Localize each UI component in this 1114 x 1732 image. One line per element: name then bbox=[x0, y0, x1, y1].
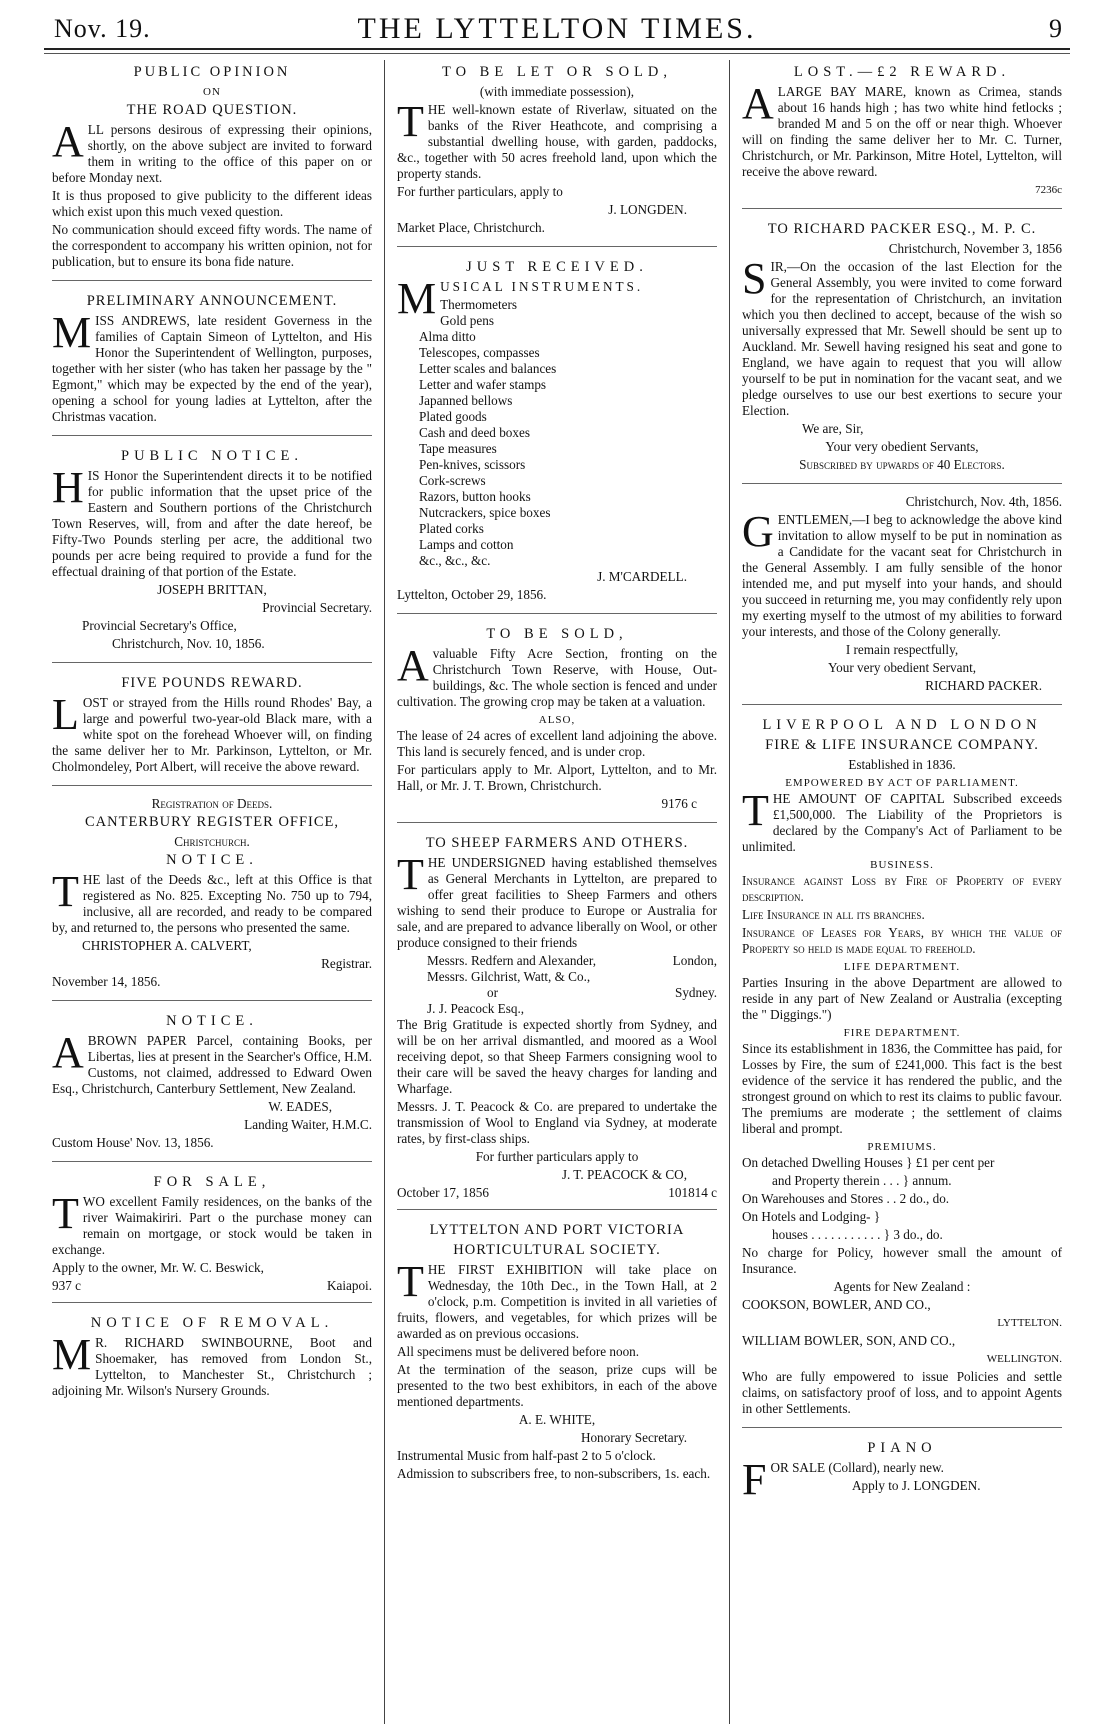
ad-for-sale bbox=[52, 1170, 372, 1303]
ad-public-notice bbox=[52, 444, 372, 663]
ad-text: Instrumental Music from half-past 2 to 5 o'clock. bbox=[397, 1448, 656, 1463]
column-3 bbox=[729, 60, 1074, 1724]
ad-public-opinion bbox=[52, 60, 372, 281]
closing: I remain respectfully, bbox=[845, 642, 959, 657]
ad-text: Apply to the owner, Mr. W. C. Beswick, bbox=[52, 1260, 264, 1275]
ad-text: Parties Insuring in the above Department are allowed to reside in any part of New Zealand or Australia (excepting the " Diggings.") bbox=[742, 975, 1062, 1022]
ad-text: HE last of the Deeds &c., left at this Office is that registered as No. 825. Excepting No. 750 up to 794, inclusive, all are recorded, and ready to be compared by, and returned to, the persons who presented the same. bbox=[52, 872, 372, 935]
ad-footer bbox=[52, 1278, 372, 1294]
signature: RICHARD PACKER. bbox=[925, 678, 1042, 693]
ad-horticultural bbox=[397, 1218, 717, 1492]
ad-text: ENTLEMEN,—I beg to acknowledge the above kind invitation to allow myself to be put in nomination as a Candidate for the vacant seat for Christchurch in the General Assembly. I am fully sensible of the honor intended me, and put myself into your hands, and should you succeed in returning me, you may confidently rely upon my exerting myself to the utmost of my abilities to forward your interests, and those of the Colony generally. bbox=[742, 512, 1062, 639]
drop-cap: T bbox=[52, 867, 79, 916]
list-item: &c., &c., &c. bbox=[419, 553, 491, 568]
column-1 bbox=[40, 60, 384, 1724]
agent-row bbox=[397, 953, 717, 969]
ad-text: HE AMOUNT OF CAPITAL Subscribed exceeds £1,500,000. The Liability of the Proprietors is declared by the Company's Act of Parliament to be unlimited. bbox=[742, 791, 1062, 854]
ad-title: TO BE LET OR SOLD, bbox=[441, 64, 673, 80]
ad-title: PUBLIC NOTICE. bbox=[121, 448, 303, 464]
ad-place: Market Place, Christchurch. bbox=[397, 220, 545, 235]
ad-preliminary bbox=[52, 289, 372, 436]
section-heading: FIRE DEPARTMENT. bbox=[843, 1027, 961, 1039]
ad-text: At the termination of the season, prize cups will be presented to the two best exhibitors, in each of the above mentioned departments. bbox=[397, 1362, 717, 1409]
list-item: Tape measures bbox=[419, 441, 497, 456]
ad-on: ON bbox=[203, 86, 221, 98]
item-list bbox=[397, 297, 717, 569]
location: Provincial Secretary's Office, bbox=[82, 618, 237, 633]
issue-date: Nov. 19. bbox=[54, 14, 151, 43]
ad-title: TO RICHARD PACKER ESQ., M. P. C. bbox=[767, 221, 1037, 237]
ad-body bbox=[742, 79, 1062, 180]
ad-ref: 7236c bbox=[1035, 184, 1062, 196]
drop-cap: T bbox=[742, 786, 769, 835]
ad-text: It is thus proposed to give publicity to the different ideas which exist upon this much vexed question. bbox=[52, 188, 372, 219]
ad-body bbox=[397, 850, 717, 951]
ad-text: OR SALE (Collard), nearly new. bbox=[770, 1460, 944, 1475]
ad-title: NOTICE OF REMOVAL. bbox=[90, 1315, 334, 1331]
signature: CHRISTOPHER A. CALVERT, bbox=[82, 938, 252, 953]
ad-text: The Brig Gratitude is expected shortly from Sydney, and will be on her arrival dismantled, and moored as a Wool receiving depot, so that Sheep Farmers consigning wool to their care will be saved the heavy charges for landing and Wharfage. bbox=[397, 1017, 717, 1096]
agent-row bbox=[397, 969, 717, 985]
ad-body bbox=[742, 254, 1062, 419]
closing: Your very obedient Servant, bbox=[827, 660, 977, 675]
list-item: Nutcrackers, spice boxes bbox=[419, 505, 551, 520]
signature: W. EADES, bbox=[268, 1099, 332, 1114]
ad-body bbox=[397, 641, 717, 710]
ad-text: Insurance of Leases for Years, by which the value of Property so held is made equal to freehold. bbox=[742, 925, 1062, 956]
list-item: Plated corks bbox=[419, 521, 484, 536]
ad-date: Custom House' Nov. 13, 1856. bbox=[52, 1135, 214, 1150]
agent-name: Messrs. Gilchrist, Watt, & Co., bbox=[427, 969, 591, 984]
ad-title: HORTICULTURAL SOCIETY. bbox=[453, 1242, 661, 1258]
ad-title: PRELIMINARY ANNOUNCEMENT. bbox=[86, 293, 338, 309]
drop-cap: L bbox=[52, 690, 79, 739]
ad-title: TO SHEEP FARMERS AND OTHERS. bbox=[425, 835, 689, 851]
list-item: Plated goods bbox=[419, 409, 487, 424]
list-item: Thermometers bbox=[440, 297, 518, 312]
drop-cap: G bbox=[742, 507, 774, 556]
ad-text: WO excellent Family residences, on the banks of the river Waimakiriri. Part o the purchase money can remain on mortgage, or stock would be taken in exchange. bbox=[52, 1194, 372, 1257]
ad-body bbox=[52, 1330, 372, 1399]
drop-cap: A bbox=[742, 79, 774, 128]
ad-text: HE well-known estate of Riverlaw, situated on the banks of the River Heathcote, and comprising a substantial dwelling house, with garden, paddocks, &c., together with 50 acres freehold land, upon which the property stands. bbox=[397, 102, 717, 181]
agent-place: Sydney. bbox=[674, 985, 717, 1000]
ad-text: Who are fully empowered to issue Policies and settle claims, on satisfactory proof of loss, and to appoint Agents in other Settlements. bbox=[742, 1369, 1062, 1416]
ad-ref: 101814 c bbox=[668, 1185, 717, 1200]
masthead-rule bbox=[44, 53, 1070, 54]
ad-title: JUST RECEIVED. bbox=[466, 259, 648, 275]
ad-to-be-sold bbox=[397, 622, 717, 823]
list-item: Alma ditto bbox=[419, 329, 476, 344]
ad-subtitle: THE ROAD QUESTION. bbox=[126, 102, 298, 118]
drop-cap: M bbox=[52, 1330, 92, 1379]
signature-title: Honorary Secretary. bbox=[580, 1430, 687, 1445]
ad-notice: NOTICE. bbox=[166, 852, 258, 868]
agent-row bbox=[397, 985, 717, 1001]
ad-text: No communication should exceed fifty words. The name of the correspondent to accompany his written opinion, not for publication, but to ensure its bona fide nature. bbox=[52, 222, 372, 269]
ad-sheep-farmers bbox=[397, 831, 717, 1210]
agent-place: WELLINGTON. bbox=[986, 1353, 1062, 1365]
premium-row: On Hotels and Lodging- } bbox=[742, 1209, 881, 1224]
ad-text: HE UNDERSIGNED having established themselves as General Merchants in Lyttelton, are prepared to offer great facilities to Sheep Farmers and others wishing to send their produce to Europe or Australia for sale, and are prepared to advance liberally on Wool, or other produce consigned to their friends bbox=[397, 855, 717, 950]
list-item: Letter and wafer stamps bbox=[419, 377, 547, 392]
ad-just-received bbox=[397, 255, 717, 614]
ad-title: TO BE SOLD, bbox=[486, 626, 628, 642]
signature: J. T. PEACOCK & CO, bbox=[561, 1167, 687, 1182]
drop-cap: T bbox=[397, 97, 424, 146]
drop-cap: A bbox=[52, 117, 84, 166]
list-item: Japanned bellows bbox=[419, 393, 513, 408]
drop-cap: M bbox=[52, 308, 92, 357]
ad-title: PUBLIC OPINION bbox=[133, 64, 291, 80]
list-item: Gold pens bbox=[440, 313, 494, 328]
ad-date: Lyttelton, October 29, 1856. bbox=[397, 587, 547, 602]
ad-place: Christchurch. bbox=[174, 834, 250, 849]
section-heading: LIFE DEPARTMENT. bbox=[843, 961, 961, 973]
ad-established: Established in 1836. bbox=[848, 757, 956, 772]
ad-body bbox=[52, 308, 372, 425]
ad-text: LL persons desirous of expressing their opinions, shortly, on the above subject are invited to forward them in writing to the office of this paper on or before Monday next. bbox=[52, 122, 372, 185]
signature-title: Provincial Secretary. bbox=[262, 600, 372, 615]
ad-footer bbox=[397, 1185, 717, 1201]
ad-text: Admission to subscribers free, to non-subscribers, 1s. each. bbox=[397, 1466, 711, 1481]
ad-body bbox=[742, 507, 1062, 640]
ad-title: LOST.—£2 REWARD. bbox=[793, 64, 1011, 80]
premium-row: and Property therein . . . } annum. bbox=[772, 1173, 952, 1188]
ad-text: For particulars apply to Mr. Alport, Lyttelton, and to Mr. Hall, or Mr. J. T. Brown, Christchurch. bbox=[397, 762, 717, 793]
ad-deeds bbox=[52, 794, 372, 1001]
ad-text: Life Insurance in all its branches. bbox=[742, 907, 925, 922]
drop-cap: S bbox=[742, 254, 767, 303]
ad-body bbox=[52, 867, 372, 936]
masthead bbox=[44, 0, 1070, 50]
closing: We are, Sir, bbox=[802, 421, 864, 436]
newspaper-title: THE LYTTELTON TIMES. bbox=[357, 12, 757, 45]
ad-text: R. RICHARD SWINBOURNE, Boot and Shoemaker, has removed from London St., Lyttelton, to Manchester St., Christchurch ; adjoining Mr. Wilson's Nursery Grounds. bbox=[52, 1335, 372, 1398]
ad-body bbox=[397, 1257, 717, 1342]
ad-five-pounds bbox=[52, 671, 372, 786]
ad-body bbox=[52, 690, 372, 775]
ad-packer-reply bbox=[742, 492, 1062, 705]
ad-body bbox=[52, 463, 372, 580]
section-heading: BUSINESS. bbox=[870, 859, 934, 871]
signature-title: Registrar. bbox=[321, 956, 372, 971]
premium-row: houses . . . . . . . . . . . } 3 do., do. bbox=[772, 1227, 943, 1242]
drop-cap: H bbox=[52, 463, 84, 512]
ad-ref: 937 c bbox=[52, 1278, 81, 1293]
ad-title: PIANO bbox=[867, 1440, 937, 1456]
signature: J. LONGDEN. bbox=[608, 202, 687, 217]
list-item: Pen-knives, scissors bbox=[419, 457, 526, 472]
ad-title: LYTTELTON AND PORT VICTORIA bbox=[429, 1222, 685, 1238]
ad-text: For further particulars, apply to bbox=[397, 184, 563, 199]
ad-text: HE FIRST EXHIBITION will take place on Wednesday, the 10th Dec., in the Town Hall, at 2 o'clock, p.m. Competition is invited in all varieties of fruits, flowers, and vegetables, for which prizes will be awarded as on previous occasions. bbox=[397, 1262, 717, 1341]
drop-cap: M bbox=[397, 274, 437, 323]
list-item: Lamps and cotton bbox=[419, 537, 514, 552]
ad-title: LIVERPOOL AND LONDON bbox=[762, 717, 1042, 733]
ad-body bbox=[742, 786, 1062, 855]
ad-text: BROWN PAPER Parcel, containing Books, per Libertas, lies at present in the Searcher's Office, H.M. Customs, not claimed, addressed to Edward Owen Esq., Christchurch, Canterbury Settlement, New Zealand. bbox=[52, 1033, 372, 1096]
list-item: Cork-screws bbox=[419, 473, 486, 488]
ad-lost bbox=[742, 60, 1062, 209]
ad-text: LARGE BAY MARE, known as Crimea, stands about 16 hands high ; has two white hind fetlocks ; branded M and 5 on the off or near thigh. Whoever will on finding the same deliver her to Mr. C. Turner, Christchurch, or Mr. Parkinson, Mitre Hotel, Lyttelton, will receive the above reward. bbox=[742, 84, 1062, 179]
ad-place: Kaiapoi. bbox=[326, 1278, 372, 1293]
ad-body bbox=[52, 117, 372, 186]
drop-cap: T bbox=[397, 1257, 424, 1306]
ad-empowered: EMPOWERED BY ACT OF PARLIAMENT. bbox=[785, 777, 1019, 789]
premium-row: On Warehouses and Stores . . 2 do., do. bbox=[742, 1191, 950, 1206]
ad-text: Apply to J. LONGDEN. bbox=[851, 1478, 981, 1493]
ad-also: ALSO, bbox=[538, 714, 576, 726]
location-date: Christchurch, Nov. 10, 1856. bbox=[112, 636, 265, 651]
ad-text: All specimens must be delivered before noon. bbox=[397, 1344, 640, 1359]
ad-text: The lease of 24 acres of excellent land adjoining the above. This land is securely fenced, and is under crop. bbox=[397, 728, 717, 759]
agent-place: London, bbox=[672, 953, 717, 968]
agent-name: Messrs. Redfern and Alexander, bbox=[427, 953, 597, 968]
list-item: Cash and deed boxes bbox=[419, 425, 530, 440]
ad-text: For further particulars apply to bbox=[475, 1149, 639, 1164]
drop-cap: T bbox=[397, 850, 424, 899]
ad-piano bbox=[742, 1436, 1062, 1504]
drop-cap: A bbox=[397, 641, 429, 690]
ad-notice-parcel bbox=[52, 1009, 372, 1162]
ad-head: USICAL INSTRUMENTS. bbox=[440, 279, 644, 294]
list-item: Letter scales and balances bbox=[419, 361, 557, 376]
ad-text: Since its establishment in 1836, the Committee has paid, for Losses by Fire, the sum of £241,000. This fact is the best evidence of the service it has rendered the public, and the strongest ground on which to rest its claims to public favour. The premiums are moderate ; the settlement of claims liberal and prompt. bbox=[742, 1041, 1062, 1136]
ad-sub: (with immediate possession), bbox=[479, 84, 635, 99]
agent-or: or bbox=[487, 985, 498, 1000]
ad-text: No charge for Policy, however small the amount of Insurance. bbox=[742, 1245, 1062, 1276]
ad-text: IS Honor the Superintendent directs it to be notified for public information that the upset price of the Eastern and Southern portions of the Christchurch Town Reserves, will, from and after the date hereof, be Fifty-Two Pounds sterling per acre, the additional two pounds per acre being required to provide a fund for the effectual draining of that portion of the Estate. bbox=[52, 468, 372, 579]
ad-title: FOR SALE, bbox=[153, 1174, 271, 1190]
ad-ref: 9176 c bbox=[661, 796, 697, 811]
ad-date: Christchurch, Nov. 4th, 1856. bbox=[905, 494, 1062, 509]
drop-cap: F bbox=[742, 1455, 767, 1504]
ad-date: November 14, 1856. bbox=[52, 974, 161, 989]
ad-text: Insurance against Loss by Fire of Property of every description. bbox=[742, 873, 1062, 904]
agent-name: J. J. Peacock Esq., bbox=[427, 1001, 525, 1016]
drop-cap: T bbox=[52, 1189, 79, 1238]
closing: Subscribed by upwards of 40 Electors. bbox=[799, 457, 1005, 472]
agent-row bbox=[397, 1001, 717, 1017]
ad-text: OST or strayed from the Hills round Rhodes' Bay, a large and powerful two-year-old Black mare, with a white spot on the forehead Whoever will, on finding the same deliver her to Mr. Parkinson, Lyttelton, or Mr. Cholmondeley, Port Albert, will receive the above reward. bbox=[52, 695, 372, 774]
drop-cap: A bbox=[52, 1028, 84, 1077]
ad-body bbox=[397, 97, 717, 182]
ad-removal bbox=[52, 1311, 372, 1409]
ad-to-let bbox=[397, 60, 717, 247]
ad-insurance bbox=[742, 713, 1062, 1428]
signature-title: Landing Waiter, H.M.C. bbox=[244, 1117, 372, 1132]
signature: A. E. WHITE, bbox=[518, 1412, 596, 1427]
ad-date: Christchurch, November 3, 1856 bbox=[888, 241, 1062, 256]
section-heading: PREMIUMS. bbox=[867, 1141, 937, 1153]
ad-title: NOTICE. bbox=[166, 1013, 258, 1029]
page-number: 9 bbox=[1049, 14, 1062, 43]
premium-row: On detached Dwelling Houses } £1 per cent per bbox=[742, 1155, 995, 1170]
columns bbox=[40, 60, 1074, 1724]
list-item: Razors, button hooks bbox=[419, 489, 531, 504]
ad-kicker: Registration of Deeds. bbox=[151, 796, 273, 811]
signature: JOSEPH BRITTAN, bbox=[157, 582, 267, 597]
agent-name: COOKSON, BOWLER, AND CO., bbox=[742, 1297, 931, 1312]
column-2 bbox=[384, 60, 729, 1724]
agents-heading: Agents for New Zealand : bbox=[833, 1279, 971, 1294]
ad-body bbox=[52, 1189, 372, 1258]
ad-text: valuable Fifty Acre Section, fronting on the Christchurch Town Reserve, with House, Out-buildings, &c. The whole section is fenced and under cultivation. The growing crop may be taken at a valuation. bbox=[397, 646, 717, 709]
ad-title: CANTERBURY REGISTER OFFICE, bbox=[84, 814, 340, 830]
list-item: Telescopes, compasses bbox=[419, 345, 540, 360]
signature: J. M'CARDELL. bbox=[597, 569, 687, 584]
closing: Your very obedient Servants, bbox=[825, 439, 979, 454]
ad-text: Messrs. J. T. Peacock & Co. are prepared to undertake the transmission of Wool to England via Sydney, at moderate rates, by first-class ships. bbox=[397, 1099, 717, 1146]
ad-title: FIVE POUNDS REWARD. bbox=[121, 675, 303, 691]
ad-packer-letter bbox=[742, 217, 1062, 484]
agent-place: LYTTELTON. bbox=[997, 1317, 1062, 1329]
ad-body bbox=[52, 1028, 372, 1097]
ad-text: IR,—On the occasion of the last Election for the General Assembly, you were invited to come forward for the representation of Christchurch, an invitation which you then declined to accept, because of the wish so universally expressed that Mr. Sewell should be sent up to Auckland. Mr. Sewell having resigned his seat and gone to England, we have again to request that you will allow yourself to be put in nomination for the vacant seat, and we pledge ourselves to use our best exertions to secure your Election. bbox=[742, 259, 1062, 418]
agent-name: WILLIAM BOWLER, SON, AND CO., bbox=[742, 1333, 956, 1348]
ad-date: October 17, 1856 bbox=[397, 1185, 489, 1200]
ad-text: ISS ANDREWS, late resident Governess in the families of Captain Simeon of Lyttelton, and His Honor the Superintendent of Wellington, purposes, together with her sister (who has taken her passage by the " Egmont," which may be expected by the end of the year), opening a school for young ladies at Lyttelton, after the Christmas vacation. bbox=[52, 313, 372, 424]
ad-title: FIRE & LIFE INSURANCE COMPANY. bbox=[765, 737, 1039, 753]
